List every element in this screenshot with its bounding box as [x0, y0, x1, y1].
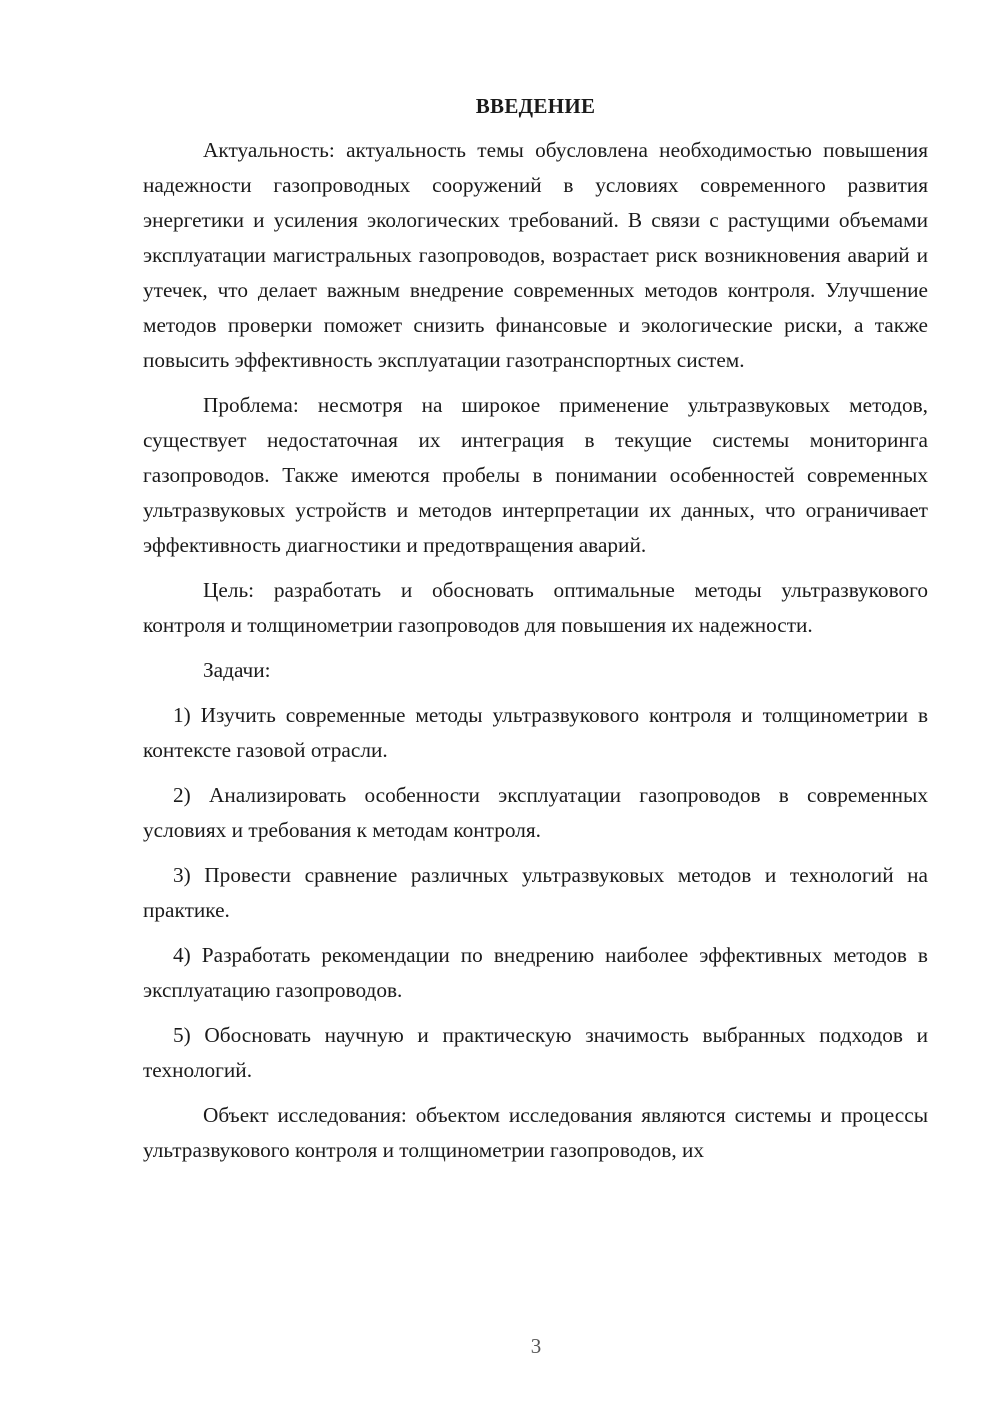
task-item-3: 3) Провести сравнение различных ультразвуковых методов и технологий на практике. — [143, 863, 928, 922]
paragraph-problem: Проблема: несмотря на широкое применение ультразвуковых методов, существует недостаточная их интеграция в текущие системы мониторинга газопроводов. Также имеются пробелы в понимании особенностей современных ультразвуковых устройств и методов интерпретации их данных, что ограничивает эффективность диагностики и предотвращения аварий. — [143, 393, 928, 557]
task-item-2: 2) Анализировать особенности эксплуатации газопроводов в современных условиях и требования к методам контроля. — [143, 783, 928, 842]
document-page — [143, 94, 928, 1178]
paragraph-goal: Цель: разработать и обосновать оптимальные методы ультразвукового контроля и толщинометрии газопроводов для повышения их надежности. — [143, 578, 928, 637]
page-number: 3 — [530, 1334, 542, 1358]
paragraph-relevance: Актуальность: актуальность темы обусловлена необходимостью повышения надежности газопроводных сооружений в условиях современного развития энергетики и усиления экологических требований. В связи с растущими объемами эксплуатации магистральных газопроводов, возрастает риск возникновения аварий и утечек, что делает важным внедрение современных методов контроля. Улучшение методов проверки поможет снизить финансовые и экологические риски, а также повысить эффективность эксплуатации газотранспортных систем. — [143, 138, 928, 372]
task-item-1: 1) Изучить современные методы ультразвукового контроля и толщинометрии в контексте газовой отрасли. — [143, 703, 928, 762]
task-item-4: 4) Разработать рекомендации по внедрению наиболее эффективных методов в эксплуатацию газопроводов. — [143, 943, 928, 1002]
tasks-label: Задачи: — [203, 658, 271, 682]
task-item-5: 5) Обосновать научную и практическую значимость выбранных подходов и технологий. — [143, 1023, 928, 1082]
paragraph-object: Объект исследования: объектом исследования являются системы и процессы ультразвукового контроля и толщинометрии газопроводов, их — [143, 1103, 928, 1162]
section-heading: ВВЕДЕНИЕ — [475, 94, 596, 118]
